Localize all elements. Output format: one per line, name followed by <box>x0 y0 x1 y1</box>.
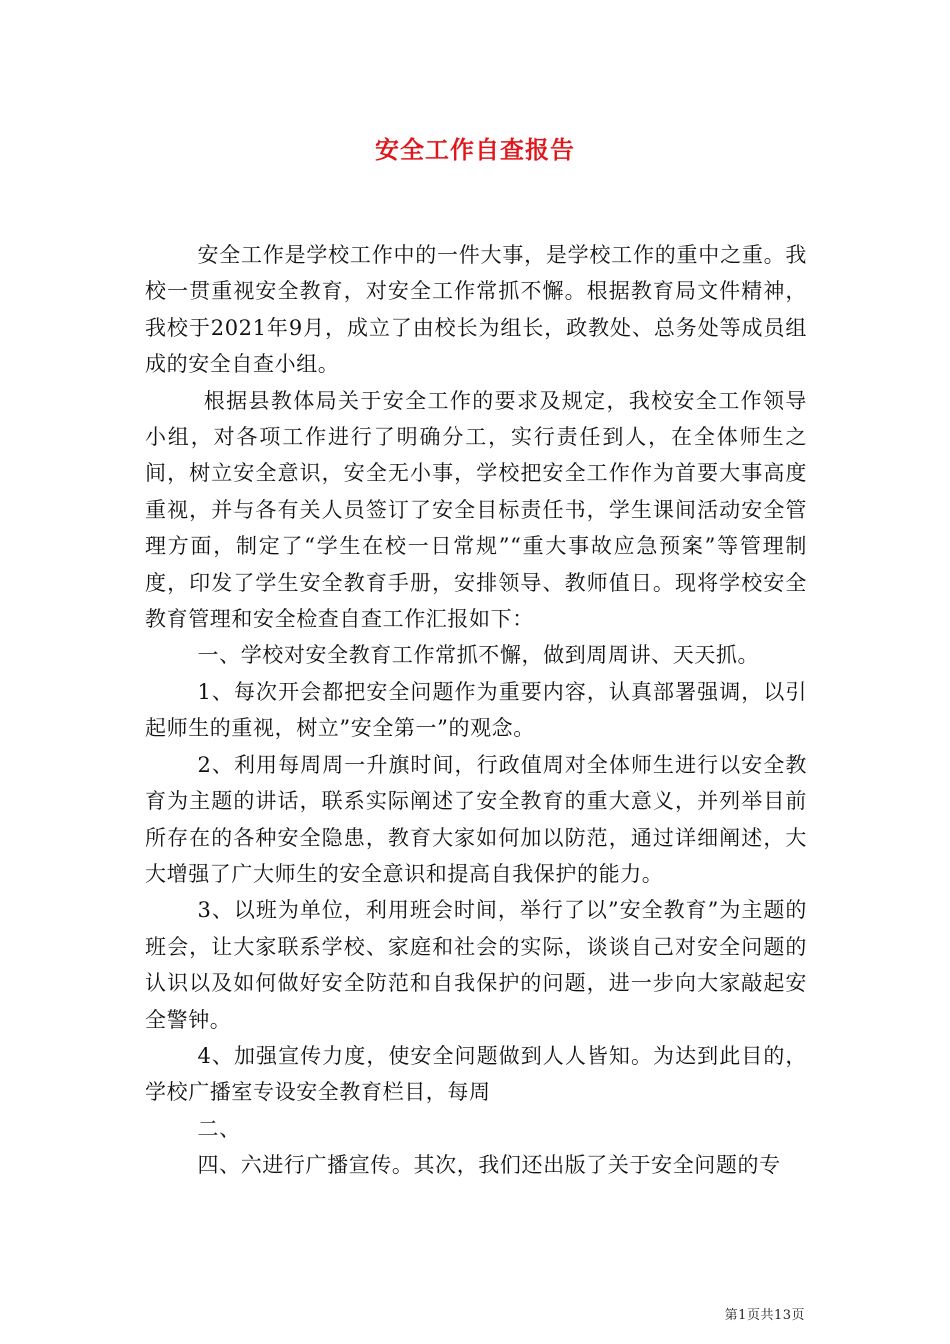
paragraph-item-2: 2、利用每周周一升旗时间，行政值周对全体师生进行以安全教育为主题的讲话，联系实际阐述了安全教育的重大意义，并列举目前所存在的各种安全隐患，教育大家如何加以防范，通过详细阐述，大大增强了广大师生的安全意识和提高自我保护的能力。 <box>145 752 807 886</box>
paragraph-section-one: 一、学校对安全教育工作常抓不懈，做到周周讲、天天抓。 <box>197 643 760 668</box>
paragraph-intro: 安全工作是学校工作中的一件大事，是学校工作的重中之重。我校一贯重视安全教育，对安全工作常抓不懈。根据教育局文件精神，我校于2021年9月，成立了由校长为组长，政教处、总务处等成员组成的安全自查小组。 <box>145 243 807 377</box>
document-body <box>145 237 807 1184</box>
paragraph-fragment-four-six: 四、六进行广播宣传。其次，我们还出版了关于安全问题的专 <box>197 1153 781 1178</box>
paragraph-fragment-two: 二、 <box>197 1116 241 1141</box>
paragraph-item-4: 4、加强宣传力度，使安全问题做到人人皆知。为达到此目的，学校广播室专设安全教育栏目，每周 <box>145 1043 807 1105</box>
paragraph-overview: 根据县教体局关于安全工作的要求及规定，我校安全工作领导小组，对各项工作进行了明确分工，实行责任到人，在全体师生之间，树立安全意识，安全无小事，学校把安全工作作为首要大事高度重视，并与各有关人员签订了安全目标责任书，学生课间活动安全管理方面，制定了“学生在校一日常规”“重大事故应急预案”等管理制度，印发了学生安全教育手册，安排领导、教师值日。现将学校安全教育管理和安全检查自查工作汇报如下： <box>145 388 807 632</box>
paragraph-item-1: 1、每次开会都把安全问题作为重要内容，认真部署强调，以引起师生的重视，树立”安全第一”的观念。 <box>145 679 807 741</box>
paragraph-item-3: 3、以班为单位，利用班会时间，举行了以”安全教育”为主题的班会，让大家联系学校、家庭和社会的实际，谈谈自己对安全问题的认识以及如何做好安全防范和自我保护的问题，进一步向大家敲起安全警钟。 <box>145 898 807 1032</box>
document-title: 安全工作自查报告 <box>375 136 575 164</box>
page-number-footer: 第1页共13页 <box>724 1308 805 1323</box>
